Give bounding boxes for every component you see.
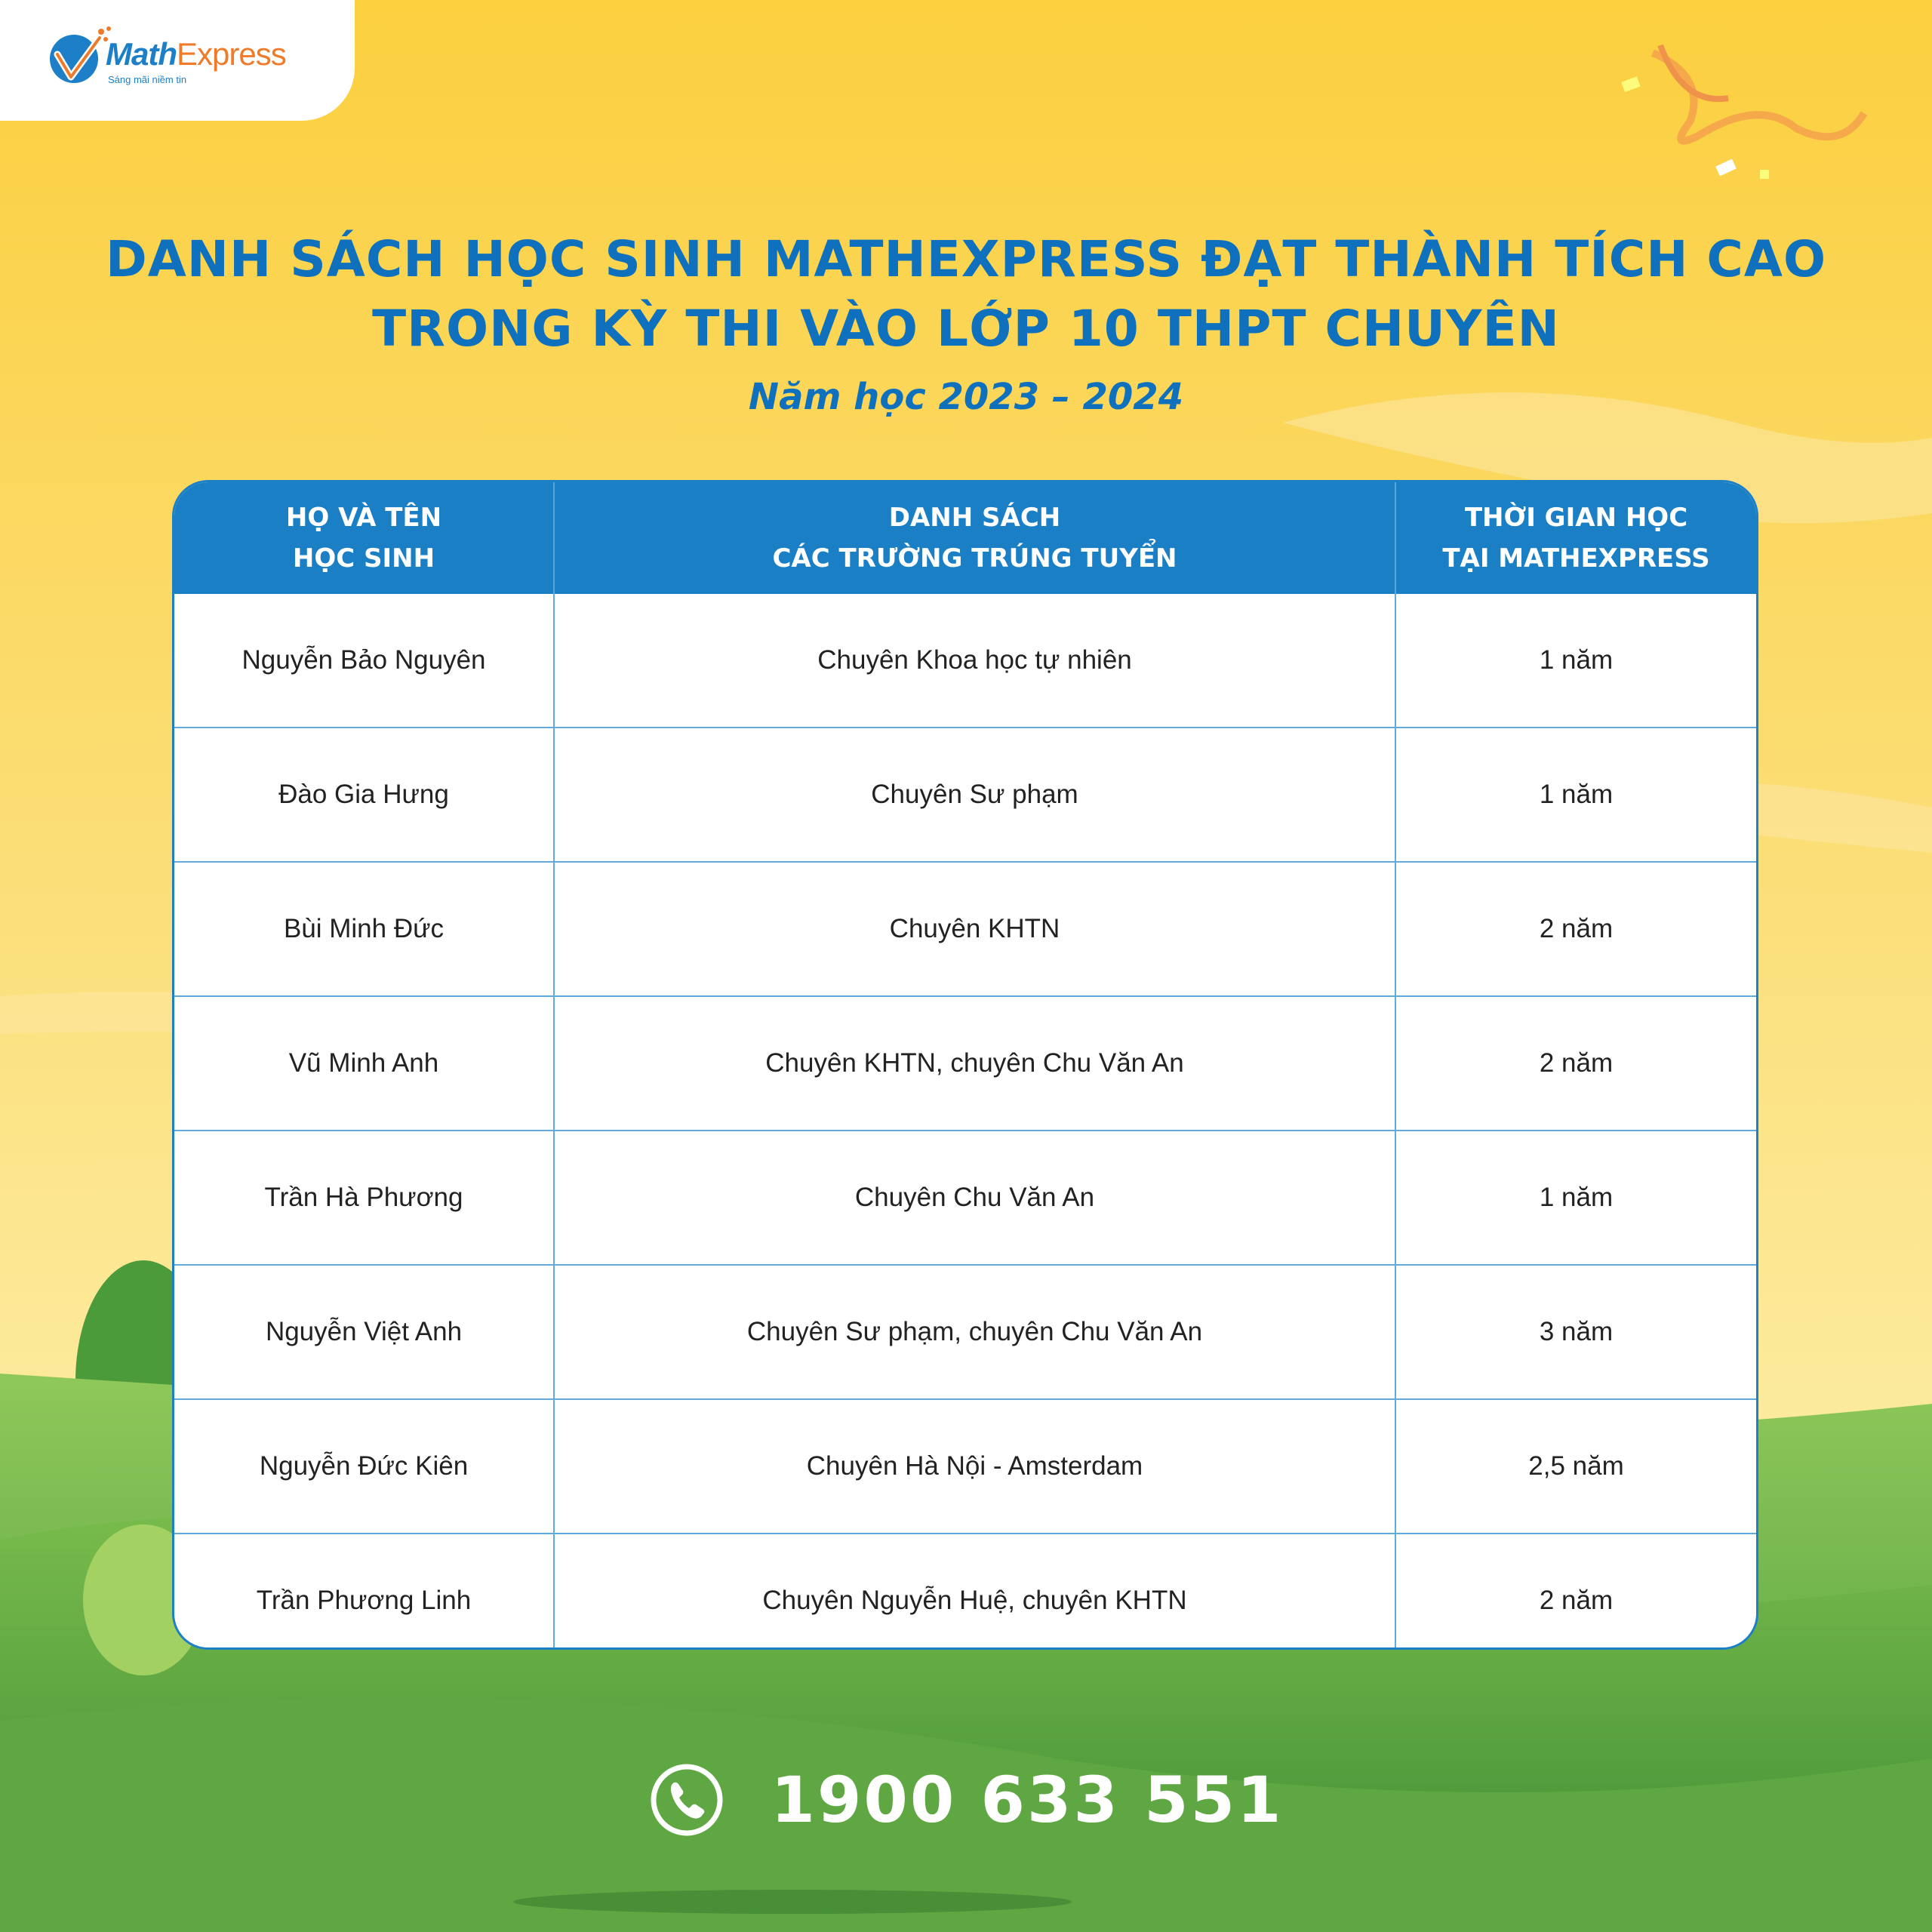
duration-cell: 2 năm — [1395, 862, 1756, 996]
table-row — [174, 996, 1756, 1131]
school-cell: Chuyên Khoa học tự nhiên — [554, 594, 1395, 728]
header-line: THỜI GIAN HỌC — [1464, 503, 1688, 533]
header-schools — [554, 482, 1395, 594]
school-cell: Chuyên KHTN — [554, 862, 1395, 996]
header-line: HỌ VÀ TÊN — [285, 503, 442, 533]
page-subtitle: Năm học 2023 – 2024 — [748, 376, 1184, 418]
results-table-card — [172, 480, 1758, 1650]
school-cell: Chuyên Chu Văn An — [554, 1131, 1395, 1265]
mathexpress-logo-icon — [45, 24, 113, 92]
header-line: CÁC TRƯỜNG TRÚNG TUYỂN — [772, 543, 1177, 574]
student-name-cell: Vũ Minh Anh — [174, 996, 554, 1131]
table-row — [174, 1399, 1756, 1534]
brand-name-math: Math — [106, 36, 177, 72]
student-name-cell: Nguyễn Bảo Nguyên — [174, 594, 554, 728]
student-name-cell: Nguyễn Việt Anh — [174, 1265, 554, 1399]
student-name-cell: Trần Hà Phương — [174, 1131, 554, 1265]
table-row — [174, 594, 1756, 728]
phone-number[interactable]: 1900 633 551 — [771, 1763, 1284, 1837]
header-line: TẠI MATHEXPRESS — [1442, 543, 1710, 574]
page-title-line2: TRONG KỲ THI VÀO LỚP 10 THPT CHUYÊN — [372, 300, 1560, 358]
header-line: DANH SÁCH — [888, 503, 1061, 533]
school-cell: Chuyên Hà Nội - Amsterdam — [554, 1399, 1395, 1534]
school-cell: Chuyên KHTN, chuyên Chu Văn An — [554, 996, 1395, 1131]
brand-slogan: Sáng mãi niềm tin — [108, 74, 187, 85]
table-row — [174, 1265, 1756, 1399]
school-cell: Chuyên Sư phạm, chuyên Chu Văn An — [554, 1265, 1395, 1399]
table-row — [174, 728, 1756, 862]
phone-icon — [649, 1762, 724, 1838]
logo-panel — [0, 0, 355, 121]
table-row — [174, 1131, 1756, 1265]
duration-cell: 1 năm — [1395, 728, 1756, 862]
contact-phone[interactable] — [0, 1758, 1932, 1841]
duration-cell: 2,5 năm — [1395, 1399, 1756, 1534]
student-name-cell: Đào Gia Hưng — [174, 728, 554, 862]
header-student-name — [174, 482, 554, 594]
brand-name — [106, 36, 286, 72]
duration-cell: 1 năm — [1395, 594, 1756, 728]
brand-name-express: Express — [177, 36, 286, 72]
duration-cell: 2 năm — [1395, 996, 1756, 1131]
student-name-cell: Bùi Minh Đức — [174, 862, 554, 996]
school-cell: Chuyên Nguyễn Huệ, chuyên KHTN — [554, 1534, 1395, 1650]
page-title-line1: DANH SÁCH HỌC SINH MATHEXPRESS ĐẠT THÀNH TÍCH CAO — [105, 230, 1827, 288]
header-study-duration — [1395, 482, 1756, 594]
table-row — [174, 1534, 1756, 1650]
table-row — [174, 862, 1756, 996]
school-cell: Chuyên Sư phạm — [554, 728, 1395, 862]
results-table — [174, 482, 1756, 1650]
header-line: HỌC SINH — [292, 543, 435, 574]
duration-cell: 2 năm — [1395, 1534, 1756, 1650]
duration-cell: 3 năm — [1395, 1265, 1756, 1399]
table-header-row — [174, 482, 1756, 594]
duration-cell: 1 năm — [1395, 1131, 1756, 1265]
student-name-cell: Trần Phương Linh — [256, 1586, 472, 1615]
student-name-cell: Nguyễn Đức Kiên — [174, 1399, 554, 1534]
